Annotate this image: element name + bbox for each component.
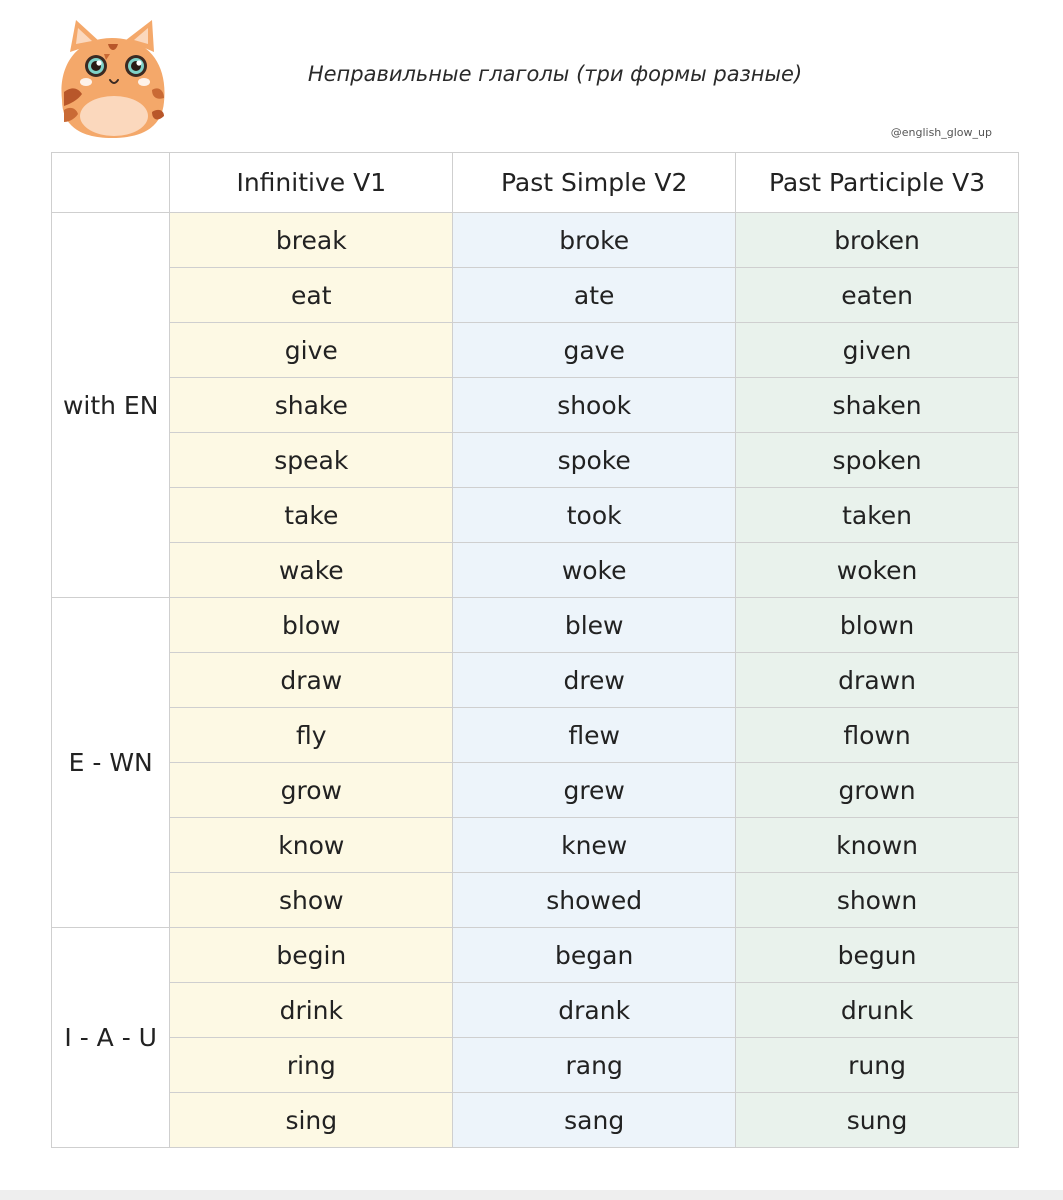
cell-v2: grew (453, 763, 736, 818)
table-row (52, 928, 1019, 983)
table-row (52, 598, 1019, 653)
group-label: E - WN (52, 598, 170, 928)
table-row (52, 653, 1019, 708)
cell-v3: shaken (736, 378, 1019, 433)
table-row (52, 763, 1019, 818)
cell-v3: woken (736, 543, 1019, 598)
irregular-verbs-table (51, 152, 1019, 1148)
cell-v1: wake (170, 543, 453, 598)
author-handle: @english_glow_up (890, 126, 992, 139)
header-past-participle-v3: Past Participle V3 (736, 153, 1019, 213)
group-label: with EN (52, 213, 170, 598)
page-bottom-strip (0, 1190, 1063, 1200)
cell-v3: known (736, 818, 1019, 873)
table-row (52, 323, 1019, 378)
table-row (52, 213, 1019, 268)
cell-v1: grow (170, 763, 453, 818)
cell-v2: spoke (453, 433, 736, 488)
cell-v3: drawn (736, 653, 1019, 708)
page-title: Неправильные глаголы (три формы разные) (307, 62, 803, 86)
cell-v2: blew (453, 598, 736, 653)
cell-v1: drink (170, 983, 453, 1038)
header-past-simple-v2: Past Simple V2 (453, 153, 736, 213)
cell-v2: drank (453, 983, 736, 1038)
cell-v2: woke (453, 543, 736, 598)
table-row (52, 378, 1019, 433)
cell-v1: blow (170, 598, 453, 653)
table-row (52, 433, 1019, 488)
cell-v3: drunk (736, 983, 1019, 1038)
cell-v3: spoken (736, 433, 1019, 488)
group-label: I - A - U (52, 928, 170, 1148)
table-row (52, 543, 1019, 598)
header-infinitive-v1: Infinitive V1 (170, 153, 453, 213)
cell-v2: began (453, 928, 736, 983)
cell-v1: speak (170, 433, 453, 488)
cell-v1: eat (170, 268, 453, 323)
table-row (52, 1093, 1019, 1148)
cell-v2: took (453, 488, 736, 543)
table-row (52, 873, 1019, 928)
cell-v3: shown (736, 873, 1019, 928)
cell-v3: flown (736, 708, 1019, 763)
cell-v3: rung (736, 1038, 1019, 1093)
cell-v3: taken (736, 488, 1019, 543)
cell-v2: sang (453, 1093, 736, 1148)
cell-v3: grown (736, 763, 1019, 818)
cell-v1: break (170, 213, 453, 268)
cell-v2: gave (453, 323, 736, 378)
cell-v1: ring (170, 1038, 453, 1093)
cell-v3: given (736, 323, 1019, 378)
cell-v3: begun (736, 928, 1019, 983)
cell-v2: shook (453, 378, 736, 433)
cell-v1: sing (170, 1093, 453, 1148)
table-row (52, 708, 1019, 763)
cell-v3: blown (736, 598, 1019, 653)
cell-v1: show (170, 873, 453, 928)
table-row (52, 1038, 1019, 1093)
cell-v3: sung (736, 1093, 1019, 1148)
cell-v1: fly (170, 708, 453, 763)
cell-v2: ate (453, 268, 736, 323)
cell-v1: give (170, 323, 453, 378)
cell-v1: take (170, 488, 453, 543)
cell-v3: broken (736, 213, 1019, 268)
cell-v2: rang (453, 1038, 736, 1093)
cell-v2: flew (453, 708, 736, 763)
table-row (52, 268, 1019, 323)
table-header-row (52, 153, 1019, 213)
cell-v2: knew (453, 818, 736, 873)
cell-v1: know (170, 818, 453, 873)
table-row (52, 983, 1019, 1038)
cell-v2: broke (453, 213, 736, 268)
table-body (52, 213, 1019, 1148)
cell-v1: begin (170, 928, 453, 983)
cell-v2: drew (453, 653, 736, 708)
cell-v1: draw (170, 653, 453, 708)
cell-v3: eaten (736, 268, 1019, 323)
cell-v1: shake (170, 378, 453, 433)
cell-v2: showed (453, 873, 736, 928)
header-corner (52, 153, 170, 213)
table-row (52, 818, 1019, 873)
cat-mascot-icon (48, 14, 176, 144)
table-row (52, 488, 1019, 543)
